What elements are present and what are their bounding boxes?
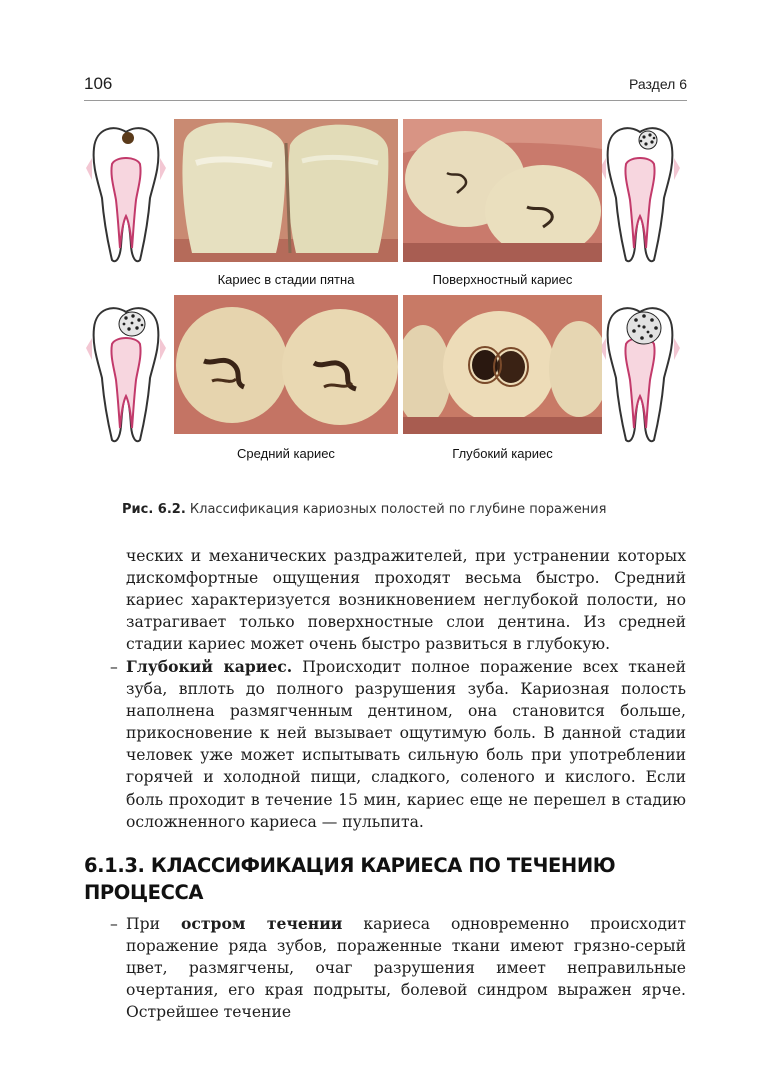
photo-medium-caries — [174, 295, 398, 434]
tooth-diagram-spot — [86, 118, 166, 272]
term-deep-caries: Глубокий кариес. — [126, 657, 293, 676]
photo-spot-caries — [174, 119, 398, 262]
tooth-diagram-deep — [600, 298, 680, 452]
photo-superficial-caries — [403, 119, 602, 262]
acute-prefix: При — [126, 915, 181, 933]
caption-medium: Средний кариес — [237, 446, 335, 461]
section-heading: 6.1.3. КЛАССИФИКАЦИЯ КАРИЕСА ПО ТЕЧЕНИЮ ПРОЦЕССА — [84, 854, 616, 904]
list-item-acute-course — [110, 913, 686, 1023]
figure-title: Классификация кариозных полостей по глубине поражения — [189, 502, 607, 517]
caption-spot: Кариес в стадии пятна — [217, 272, 355, 287]
header-rule — [84, 100, 687, 101]
tooth-diagram-medium — [86, 298, 166, 452]
caption-superficial: Поверхностный кариес — [432, 272, 573, 287]
figure-caption — [122, 502, 606, 517]
section-label: Раздел 6 — [629, 76, 687, 92]
caption-deep: Глубокий кариес — [452, 446, 553, 461]
tooth-diagram-superficial — [600, 118, 680, 272]
list-dash: – — [110, 915, 118, 933]
paragraph-continuation: ческих и механических раздражителей, при устранении которых дискомфортные ощущения проходят весьма быстро. Средний кариес характеризуется возникновением неглубокой полости, но затрагивает только поверхностные слои дентина. Из средней стадии кариес может очень быстро развиться в глубокую. — [126, 547, 686, 654]
photo-deep-caries — [403, 295, 602, 434]
figure-label: Рис. 6.2. — [122, 502, 186, 517]
running-header — [84, 70, 687, 100]
list-dash: – — [110, 658, 118, 676]
page-number: 106 — [84, 74, 113, 93]
list-item-deep-caries — [110, 656, 686, 833]
acute-course-text: кариеса одновременно происходит поражение ряда зубов, пораженные ткани имеют грязно-серый цвет, размягчены, очаг разрушения имеет неправильные очертания, его края подрыты, болевой синдром выражен ярче. Острейшее течение — [126, 915, 686, 1022]
deep-caries-text: Происходит полное поражение всех тканей зуба, вплоть до полного разрушения зуба. Кариозная полость наполнена размягченным дентином, она становится больше, прикосновение к ней вызывает ощутимую боль. В данной стадии человек уже может испытывать сильную боль при употреблении горячей и холодной пищи, сладкого, соленого и кислого. Если боль проходит в течение 15 мин, кариес еще не перешел в стадию осложненного кариеса — пульпита. — [126, 658, 686, 831]
term-acute-course: остром течении — [180, 914, 343, 933]
